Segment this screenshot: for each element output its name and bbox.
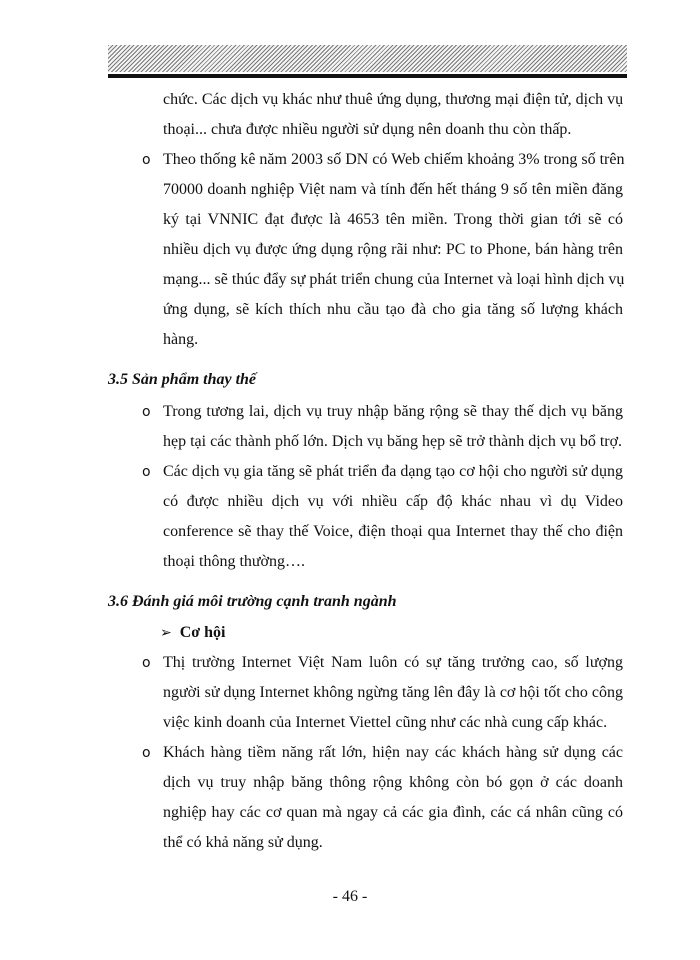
text-line: có được nhiều dịch vụ với nhiều cấp độ khác nhau vì dụ Video — [163, 493, 623, 510]
text-line: ứng dụng, sẽ kích thích nhu cầu tạo đà cho gia tăng số lượng khách — [163, 301, 623, 318]
text-line: Khách hàng tiềm năng rất lớn, hiện nay các khách hàng sử dụng các — [163, 744, 623, 761]
text-line: thể có khả năng sử dụng. — [163, 834, 323, 851]
subheading-co-hoi — [160, 623, 226, 643]
bullet-icon: o — [142, 152, 151, 168]
text-line: conference sẽ thay thế Voice, điện thoại qua Internet thay thế cho điện — [163, 523, 623, 540]
text-line: ký tại VNNIC đạt được là 4653 tên miền. Trong thời gian tới sẽ có — [163, 211, 623, 228]
bullet-icon: o — [142, 655, 151, 671]
text-line: thoại thông thường…. — [163, 553, 306, 570]
bullet-icon: o — [142, 404, 151, 420]
page-header-band — [108, 45, 627, 72]
text-line: dịch vụ truy nhập băng thông rộng không còn bó gọn ở các doanh — [163, 774, 623, 791]
subheading-label: Cơ hội — [179, 624, 226, 641]
section-heading: 3.5 Sản phẩm thay thế — [108, 371, 257, 388]
text-line: 70000 doanh nghiệp Việt nam và tính đến hết tháng 9 số tên miền đăng — [163, 181, 623, 198]
text-line: nhiều dịch vụ được ứng dụng rộng rãi như: PC to Phone, bán hàng trên — [163, 241, 623, 258]
text-line: thoại... chưa được nhiều người sử dụng nên doanh thu còn thấp. — [163, 121, 572, 138]
text-line: chức. Các dịch vụ khác như thuê ứng dụng, thương mại điện tử, dịch vụ — [163, 91, 624, 108]
text-line: Các dịch vụ gia tăng sẽ phát triển đa dạng tạo cơ hội cho người sử dụng — [163, 463, 623, 480]
text-line: người sử dụng Internet không ngừng tăng lên đây là cơ hội tốt cho công — [163, 684, 623, 701]
text-line: Trong tương lai, dịch vụ truy nhập băng rộng sẽ thay thế dịch vụ băng — [163, 403, 623, 420]
text-line: mạng... sẽ thúc đẩy sự phát triển chung của Internet và loại hình dịch vụ — [163, 271, 625, 288]
bullet-icon: o — [142, 464, 151, 480]
bullet-icon: o — [142, 745, 151, 761]
section-heading: 3.6 Đánh giá môi trường cạnh tranh ngành — [108, 593, 397, 610]
page-header-rule — [108, 74, 627, 78]
text-line: hẹp tại các thành phố lớn. Dịch vụ băng hẹp sẽ trở thành dịch vụ bổ trợ. — [163, 433, 623, 450]
text-line: việc kinh doanh của Internet Viettel cũng như các nhà cung cấp khác. — [163, 714, 608, 731]
arrow-bullet-icon: ➢ — [160, 625, 172, 641]
page-number: - 46 - — [332, 888, 368, 905]
text-line: hàng. — [163, 331, 199, 348]
text-line: Thị trường Internet Việt Nam luôn có sự tăng trưởng cao, số lượng — [163, 654, 623, 671]
text-line: nghiệp hay các cơ quan mà ngay cả các gia đình, các cá nhân cũng có — [163, 804, 623, 821]
text-line: Theo thống kê năm 2003 số DN có Web chiếm khoảng 3% trong số trên — [163, 151, 625, 168]
